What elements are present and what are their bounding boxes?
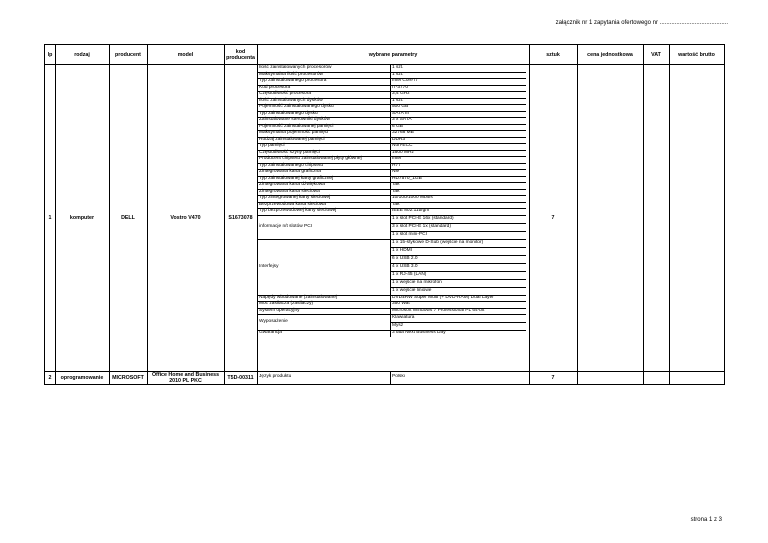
row1-model: Vostro V470 [170, 214, 201, 221]
row2-producent: MICROSOFT [112, 375, 144, 381]
param-label: Zintegrowana karta sieciowa [259, 188, 320, 194]
col-header-wartosc: wartość brutto [678, 51, 715, 58]
row1-rodzaj: komputer [69, 214, 95, 221]
param-grid-line [258, 314, 392, 315]
slot-value: 1 x slot mini-PCI [392, 231, 427, 237]
slot-value: 3 x slot PCI-E 1x (standard) [392, 223, 451, 229]
col-header-producent: producent [115, 51, 141, 58]
col-header-model: model [177, 51, 194, 58]
equipment-value: Klawiatura [392, 315, 415, 320]
row2-kod: T5D-00311 [227, 375, 254, 381]
param-label: Bezprzewodowa karta sieciowa [259, 201, 326, 207]
param-value: Non-ECC [392, 143, 413, 148]
col-header-sztuk: sztuk [546, 51, 560, 58]
row1-producent: DELL [121, 214, 135, 221]
param-value: i7-3770 [392, 84, 409, 90]
row2-lp: 2 [48, 375, 52, 381]
offer-table [44, 44, 725, 385]
col-header-rodzaj: rodzaj [74, 51, 90, 58]
slots-label: informacje n/t slotów PCI [259, 223, 313, 229]
col-header-cena: cena jednostkowa [587, 51, 633, 58]
interfaces-label: Interfejsy [259, 263, 279, 269]
attachment-note: załącznik nr 1 zapytania ofertowego nr ......................................... [555, 20, 728, 26]
param-label: Maksymalna ilość procesorów [259, 71, 323, 77]
param-value: Tak [392, 188, 400, 194]
param-value: Tak [392, 201, 400, 207]
param-value: 3,4 GHz [392, 91, 410, 96]
param-label: Typ zainstalowanego procesora [259, 78, 327, 83]
param-label: Typ zainstalowanej karty graficznej [259, 175, 334, 181]
param-grid-line [390, 65, 391, 337]
param-value: Intel [392, 156, 402, 161]
param-label: Częstotliwość szyny pamięci [259, 149, 320, 155]
param-label: Producent chipsetu zainstalowanej płyty głównej [259, 156, 362, 161]
col-header-vat: VAT [651, 51, 661, 58]
param-value: Polski [392, 374, 405, 379]
param-label: Język produktu [259, 374, 292, 379]
param-label: Zintegrowana karta graficzna [259, 169, 321, 174]
param-label: System operacyjny [259, 307, 300, 313]
col-header-lp: lp [47, 51, 53, 58]
param-grid-line [390, 371, 391, 385]
param-value: 1 szt. [392, 65, 404, 70]
param-label: Maksymalna pojemność pamięci [259, 130, 329, 135]
param-value: HD7570_1GB [392, 175, 422, 181]
param-label: Napędy wbudowane (zainstalowane) [259, 294, 338, 300]
interface-value: 1 x wejście na mikrofon [392, 279, 442, 285]
row1-sztuk: 7 [551, 214, 555, 221]
interface-value: 1 x HDMI [392, 247, 412, 253]
param-label: Kod procesora [259, 84, 291, 90]
col-header-parametry: wybrane parametry [368, 51, 418, 58]
param-value: DDR3 [392, 136, 406, 142]
warranty-value: 3 lata Next Business Day [392, 330, 446, 335]
param-value: 3 x SATA [392, 117, 412, 122]
param-value: IEEE 802.11b/g/n [392, 208, 430, 213]
param-label: Typ zainstalowanego dysku [259, 110, 318, 116]
param-value: 10/100/1000 Mbit/s [392, 195, 433, 200]
grid-line [643, 45, 644, 384]
interface-value: 4 x USB 3.0 [392, 263, 418, 269]
equipment-value: Mysz [392, 323, 404, 328]
param-value: 1 szt. [392, 71, 404, 77]
param-label: Częstotliwość procesora [259, 91, 311, 96]
param-value: SATA III [392, 110, 409, 116]
param-label: Zainstalowane sterowniki dysków [259, 117, 330, 122]
param-value: 350 Wat [392, 301, 410, 306]
interface-value: 1 x wejście liniowe [392, 287, 432, 293]
param-label: Typ zintegrowanej karty sieciowej [259, 195, 331, 200]
param-value: 1 szt. [392, 97, 404, 103]
col-header-kod: kod producenta [226, 48, 255, 61]
param-label: Rodzaj zainstalowanej pamięci [259, 136, 325, 142]
grid-line [669, 45, 670, 384]
interface-value: 1 x 15-stykowe D-Sub (wejście na monitor) [392, 239, 484, 245]
warranty-label: Gwarancja [259, 330, 282, 335]
param-label: Typ bezprzewodowej karty sieciowej [259, 208, 337, 213]
param-value: H77 [392, 162, 401, 168]
param-value: 500 GB [392, 104, 409, 109]
interface-value: 6 x USB 2.0 [392, 255, 418, 261]
param-value: Tak [392, 182, 400, 187]
param-label: Pojemność zainstalowanego dysku [259, 104, 334, 109]
param-label: Ilość zainstalowanych dysków [259, 97, 323, 103]
param-value: 32768 MB [392, 130, 414, 135]
interface-value: 1 x RJ-45 (LAN) [392, 271, 427, 277]
row1-kod: S1673078 [228, 214, 253, 221]
param-label: Moc zasilacza (zasilaczy) [259, 301, 314, 306]
param-label: Zintegrowana karta dźwiękowa [259, 182, 325, 187]
param-value: DVD±RW Super Multi (+ DVD-RAM) Dual Layer [392, 294, 494, 300]
param-label: Typ pamięci [259, 143, 285, 148]
param-value: 1600 MHz [392, 149, 414, 155]
row1-lp: 1 [48, 214, 52, 221]
row2-sztuk: 7 [551, 375, 555, 381]
param-value: Intel Core i7 [392, 78, 418, 83]
row2-rodzaj: oprogramowanie [60, 375, 104, 381]
grid-line [577, 45, 578, 384]
row2-model: Office Home and Business 2010 PL PKC [151, 372, 220, 384]
param-value: Nie [392, 169, 400, 174]
param-grid-line [258, 215, 392, 216]
page-number: strona 1 z 3 [690, 517, 722, 523]
param-label: Pojemność zainstalowanej pamięci [259, 123, 334, 129]
param-label: Ilość zainstalowanych procesorów [259, 65, 332, 70]
param-value: Microsoft Windows 7 Professional PL 64-bit [392, 307, 485, 313]
param-grid-line [258, 239, 392, 240]
param-label: Typ zainstalowanego chipsetu [259, 162, 323, 168]
param-value: 6 GB [392, 123, 403, 129]
equipment-label: Wyposażenie [259, 319, 288, 324]
slot-value: 1 x slot PCI-E 16x (standard) [392, 215, 454, 221]
